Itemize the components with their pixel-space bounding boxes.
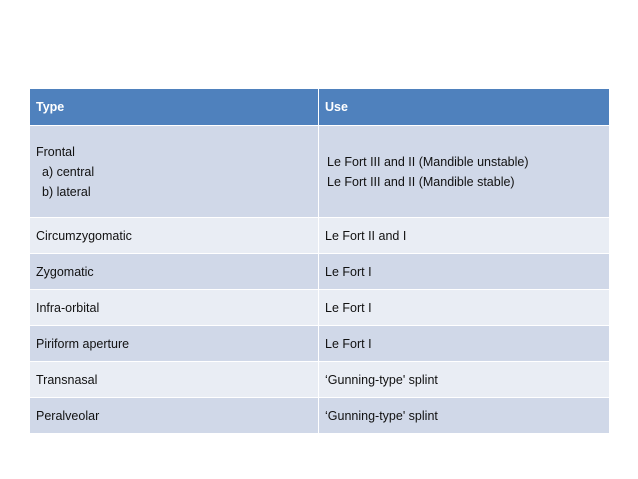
cell-use: ‘Gunning-type' splint [319, 362, 610, 398]
cell-type: Transnasal [30, 362, 319, 398]
cell-type: Piriform aperture [30, 326, 319, 362]
cell-use: Le Fort I [319, 254, 610, 290]
cell-type: Zygomatic [30, 254, 319, 290]
cell-type-frontal [30, 126, 319, 218]
table-row [30, 218, 610, 254]
cell-type: Circumzygomatic [30, 218, 319, 254]
header-use: Use [319, 89, 610, 126]
table-header-row [30, 89, 610, 126]
frontal-use-lateral: Le Fort III and II (Mandible stable) [327, 174, 515, 189]
cell-type: Infra-orbital [30, 290, 319, 326]
header-type: Type [30, 89, 319, 126]
table-row [30, 254, 610, 290]
wire-types-table [29, 88, 610, 434]
cell-use-frontal [319, 126, 610, 218]
frontal-use-central: Le Fort III and II (Mandible unstable) [327, 154, 529, 169]
frontal-use-block [325, 152, 609, 192]
frontal-lateral: b) lateral [42, 184, 91, 199]
cell-use: Le Fort I [319, 290, 610, 326]
table-row [30, 398, 610, 434]
cell-type: Peralveolar [30, 398, 319, 434]
cell-use: Le Fort II and I [319, 218, 610, 254]
frontal-central: a) central [42, 164, 95, 179]
table-row [30, 362, 610, 398]
cell-use: Le Fort I [319, 326, 610, 362]
table-row-frontal [30, 126, 610, 218]
table-row [30, 326, 610, 362]
frontal-type-block [36, 142, 318, 202]
cell-use: ‘Gunning-type' splint [319, 398, 610, 434]
frontal-title: Frontal [36, 144, 75, 159]
table-row [30, 290, 610, 326]
